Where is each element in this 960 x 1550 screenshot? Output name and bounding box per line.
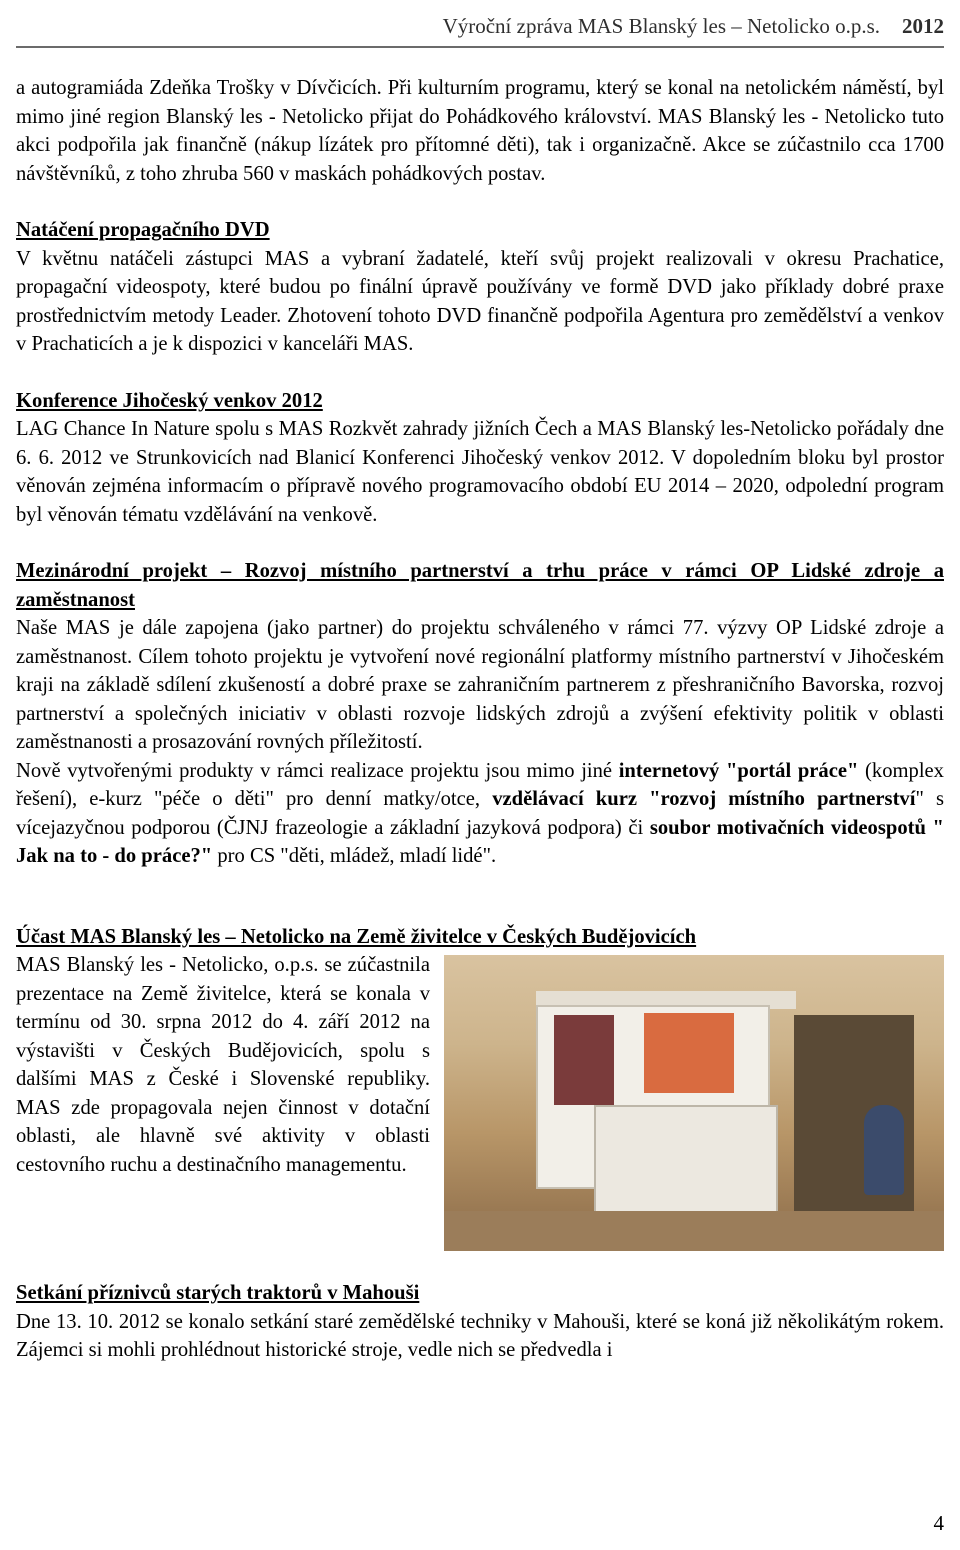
section-heading-conference: Konference Jihočeský venkov 2012: [16, 389, 323, 412]
spacer: [16, 359, 944, 387]
text-run: Nově vytvořenými produkty v rámci realizace projektu jsou mimo jiné: [16, 759, 619, 782]
page-content: [16, 74, 944, 1365]
intro-paragraph: a autogramiáda Zdeňka Trošky v Dívčicích. Při kulturním programu, který se konal na netolickém náměstí, byl mimo jiné region Blanský les - Netolicko přijat do Pohádkového království. MAS Blanský les - Netolicko tuto akci podpořila jak finančně (nákup lízátek pro přítomné děti), tak i organizačně. Akce se zúčastnilo cca 1700 návštěvníků, z toho zhruba 560 v maskách pohádkových postav.: [16, 77, 944, 185]
section-text-international-1: Naše MAS je dále zapojena (jako partner) do projektu schváleného v rámci 77. výzvy OP Lidské zdroje a zaměstnanost. Cílem tohoto projektu je vytvoření nové regionální platformy místního partnerství v Jihočeském kraji na základě sdílení zkušeností a dobré praxe se zahraničním partnerem z přeshraničního Bavorska, rozvoj partnerství a společných iniciativ v oblasti rozvoje lidských zdrojů a zvýšení efektivity politik v oblasti zaměstnanosti a prosazování rovných příležitostí.: [16, 617, 944, 753]
text-run: " s vícejazyčnou podporou (ČJNJ frazeologie a základní jazyková podpora) či: [16, 788, 944, 839]
page-header: [16, 10, 944, 48]
section-heading-zeme: Účast MAS Blanský les – Netolicko na Země živitelce v Českých Budějovicích: [16, 925, 697, 948]
section-text-zeme: MAS Blanský les - Netolicko, o.p.s. se zúčastnila prezentace na Země živitelce, která se konala v termínu od 30. srpna 2012 do 4. září 2012 na výstavišti v Českých Budějovicích, spolu s dalšími MAS z České i Slovenské republiky. MAS zde propagovala nejen činnost v dotační oblasti, ale hlavně své aktivity v oblasti cestovního ruchu a destinačního managementu.: [16, 954, 430, 1176]
photo-poster: [644, 1013, 734, 1093]
spacer: [16, 871, 944, 923]
page-number: 4: [933, 1511, 944, 1535]
section-text-conference: LAG Chance In Nature spolu s MAS Rozkvět zahrady jižních Čech a MAS Blanský les-Netolicko pořádaly dne 6. 6. 2012 ve Strunkovicích nad Blanicí Konferenci Jihočeský venkov 2012. V dopoledním bloku byl prostor věnován zejména informacím o přípravě nového programovacího období EU 2014 – 2020, odpolední program byl věnován tématu vzdělávání na venkově.: [16, 418, 944, 526]
section-heading-traktory: Setkání příznivců starých traktorů v Mahouši: [16, 1282, 420, 1304]
section-heading-dvd: Natáčení propagačního DVD: [16, 219, 270, 241]
section-text-dvd: V květnu natáčeli zástupci MAS a vybraní žadatelé, kteří svůj projekt realizovali v okresu Prachatice, propagační videospoty, které budou po finální úpravě používány ve formě DVD jako příklady dobré praxe prostřednictvím metody Leader. Zhotovení tohoto DVD finančně podpořila Agentura pro zemědělství a venkov v Prachaticích a je k dispozici v kanceláři MAS.: [16, 247, 944, 355]
text-run-bold: vzdělávací kurz "rozvoj místního partnerství: [492, 788, 916, 810]
section-body-zeme: [16, 951, 944, 1251]
spacer: [16, 529, 944, 557]
text-run-bold: internetový "portál práce": [618, 759, 859, 782]
spacer: [16, 1251, 944, 1279]
section-text-traktory: Dne 13. 10. 2012 se konalo setkání staré zemědělské techniky v Mahouši, které se koná již několikátým rokem. Zájemci si mohli prohlédnout historické stroje, vedle nich se předvedla i: [16, 1310, 944, 1361]
header-year: 2012: [902, 14, 944, 38]
spacer: [16, 188, 944, 216]
photo-poster: [554, 1015, 614, 1105]
text-run-bold: soubor motivačních videospotů " Jak na to - do práce?": [16, 816, 944, 867]
section-text-international-2: [16, 757, 944, 871]
photo-counter: [594, 1105, 778, 1219]
text-run: pro CS "děti, mládež, mladí lidé".: [212, 845, 497, 867]
section-heading-international: Mezinárodní projekt – Rozvoj místního partnerství a trhu práce v rámci OP Lidské zdroje a zaměstnanost: [16, 560, 944, 611]
header-title: Výroční zpráva MAS Blanský les – Netolicko o.p.s.: [442, 14, 880, 38]
photo-person: [864, 1105, 904, 1195]
exhibition-booth-photo: [444, 955, 944, 1251]
photo-floor: [444, 1211, 944, 1251]
text-run: (komplex řešení), e-kurz "péče o děti" pro denní matky/otce,: [16, 759, 944, 810]
